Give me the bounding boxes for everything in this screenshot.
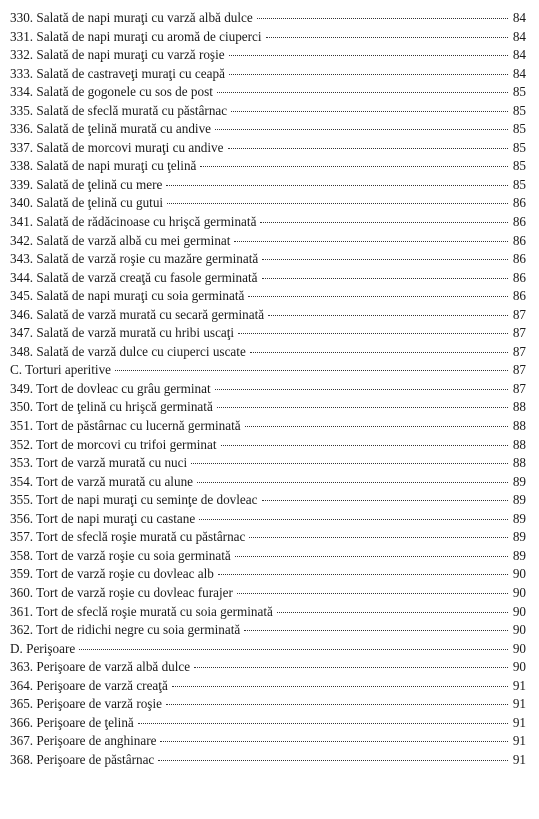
toc-entry-title: C. Torturi aperitive — [10, 362, 112, 378]
toc-entry-row — [10, 733, 526, 752]
toc-entry-row — [10, 47, 526, 66]
dot-leader — [248, 296, 508, 297]
dot-leader — [257, 18, 508, 19]
toc-entry-title: 368. Perişoare de păstârnac — [10, 751, 155, 767]
toc-entry-title: 362. Tort de ridichi negre cu soia germinată — [10, 622, 241, 638]
toc-entry-row — [10, 121, 526, 140]
toc-entry-title: 342. Salată de varză albă cu mei germinat — [10, 232, 231, 248]
dot-leader — [229, 55, 508, 56]
toc-entry-title: 359. Tort de varză roşie cu dovleac alb — [10, 566, 214, 582]
toc-entry-page-number: 89 — [510, 548, 526, 564]
dot-leader — [138, 723, 508, 724]
toc-entry — [10, 307, 526, 326]
toc-entry-page-number: 91 — [510, 752, 526, 768]
toc-entry — [10, 158, 526, 177]
toc-entry-title: 336. Salată de ţelină murată cu andive — [10, 121, 212, 137]
toc-entry-title: 348. Salată de varză dulce cu ciuperci uscate — [10, 343, 246, 359]
toc-entry-row — [10, 381, 526, 400]
dot-leader — [249, 537, 508, 538]
toc-entry-title: 345. Salată de napi muraţi cu soia germinată — [10, 288, 245, 304]
dot-leader — [166, 185, 508, 186]
toc-entry-page-number: 87 — [510, 381, 526, 397]
toc-entry — [10, 678, 526, 697]
table-of-contents — [10, 10, 526, 770]
toc-entry — [10, 344, 526, 363]
toc-entry-title: 367. Perişoare de anghinare — [10, 733, 157, 749]
toc-entry — [10, 66, 526, 85]
toc-entry-row — [10, 437, 526, 456]
toc-entry-row — [10, 307, 526, 326]
toc-entry-row — [10, 10, 526, 29]
dot-leader — [172, 686, 508, 687]
toc-entry-row — [10, 455, 526, 474]
toc-entry — [10, 362, 526, 381]
toc-entry-page-number: 86 — [510, 195, 526, 211]
toc-entry-row — [10, 103, 526, 122]
toc-entry-page-number: 84 — [510, 10, 526, 26]
toc-entry — [10, 214, 526, 233]
dot-leader — [218, 574, 508, 575]
toc-entry-row — [10, 548, 526, 567]
dot-leader — [260, 222, 508, 223]
toc-entry-row — [10, 529, 526, 548]
dot-leader — [234, 241, 508, 242]
dot-leader — [262, 278, 509, 279]
toc-entry-page-number: 86 — [510, 270, 526, 286]
dot-leader — [166, 704, 508, 705]
toc-entry-title: 337. Salată de morcovi muraţi cu andive — [10, 139, 224, 155]
toc-entry-row — [10, 622, 526, 641]
toc-entry-page-number: 84 — [510, 47, 526, 63]
toc-entry-row — [10, 566, 526, 585]
toc-entry-row — [10, 604, 526, 623]
dot-leader — [228, 148, 509, 149]
toc-entry-row — [10, 344, 526, 363]
toc-entry — [10, 103, 526, 122]
toc-entry — [10, 381, 526, 400]
toc-entry-title: 355. Tort de napi muraţi cu seminţe de dovleac — [10, 492, 258, 508]
toc-entry-title: 363. Perişoare de varză albă dulce — [10, 659, 191, 675]
dot-leader — [238, 333, 508, 334]
toc-entry-page-number: 87 — [510, 325, 526, 341]
toc-entry-row — [10, 84, 526, 103]
toc-entry — [10, 566, 526, 585]
toc-entry-title: 350. Tort de ţelină cu hrişcă germinată — [10, 399, 213, 415]
toc-entry-title: 335. Salată de sfeclă murată cu păstârnac — [10, 102, 228, 118]
toc-entry-row — [10, 641, 526, 660]
toc-entry-title: 339. Salată de ţelină cu mere — [10, 176, 163, 192]
dot-leader — [235, 556, 508, 557]
dot-leader — [231, 111, 508, 112]
toc-entry-row — [10, 696, 526, 715]
toc-entry-row — [10, 177, 526, 196]
toc-entry-title: 364. Perişoare de varză creaţă — [10, 677, 168, 693]
toc-entry-page-number: 85 — [510, 177, 526, 193]
toc-entry — [10, 474, 526, 493]
toc-entry-row — [10, 140, 526, 159]
toc-entry-page-number: 89 — [510, 511, 526, 527]
toc-entry — [10, 29, 526, 48]
toc-entry-page-number: 89 — [510, 492, 526, 508]
toc-entry-title: 351. Tort de păstârnac cu lucernă germinată — [10, 418, 241, 434]
toc-entry-title: 343. Salată de varză roşie cu mazăre germinată — [10, 251, 259, 267]
toc-entry-row — [10, 715, 526, 734]
dot-leader — [215, 389, 508, 390]
toc-entry-row — [10, 511, 526, 530]
toc-entry — [10, 752, 526, 771]
toc-entry — [10, 455, 526, 474]
toc-entry-title: 347. Salată de varză murată cu hribi uscaţi — [10, 325, 235, 341]
toc-entry-row — [10, 288, 526, 307]
toc-entry-page-number: 88 — [510, 437, 526, 453]
toc-entry — [10, 733, 526, 752]
toc-entry — [10, 604, 526, 623]
toc-entry — [10, 437, 526, 456]
toc-entry-page-number: 86 — [510, 251, 526, 267]
dot-leader — [262, 500, 509, 501]
toc-entry-title: 352. Tort de morcovi cu trifoi germinat — [10, 436, 217, 452]
toc-entry-page-number: 86 — [510, 288, 526, 304]
dot-leader — [245, 426, 508, 427]
toc-entry — [10, 659, 526, 678]
toc-entry-row — [10, 251, 526, 270]
dot-leader — [262, 259, 508, 260]
toc-entry-title: 341. Salată de rădăcinoase cu hrişcă germinată — [10, 214, 257, 230]
toc-entry-page-number: 88 — [510, 418, 526, 434]
toc-entry — [10, 47, 526, 66]
toc-entry — [10, 140, 526, 159]
toc-entry-title: 330. Salată de napi muraţi cu varză albă dulce — [10, 10, 253, 25]
toc-entry-title: 365. Perişoare de varză roşie — [10, 696, 162, 712]
toc-entry-row — [10, 233, 526, 252]
toc-entry-page-number: 90 — [510, 641, 526, 657]
toc-entry-page-number: 91 — [510, 715, 526, 731]
toc-entry-page-number: 88 — [510, 399, 526, 415]
dot-leader — [199, 519, 508, 520]
toc-entry-page-number: 87 — [510, 307, 526, 323]
toc-entry — [10, 715, 526, 734]
toc-entry — [10, 10, 526, 29]
dot-leader — [115, 370, 508, 371]
dot-leader — [244, 630, 508, 631]
toc-entry-title: 357. Tort de sfeclă roşie murată cu păstârnac — [10, 529, 246, 545]
toc-entry-page-number: 87 — [510, 362, 526, 378]
toc-entry-row — [10, 474, 526, 493]
dot-leader — [160, 741, 508, 742]
toc-entry-title: 340. Salată de ţelină cu gutui — [10, 195, 164, 211]
toc-entry — [10, 270, 526, 289]
toc-entry — [10, 84, 526, 103]
dot-leader — [200, 166, 508, 167]
toc-entry-row — [10, 362, 526, 381]
dot-leader — [158, 760, 508, 761]
toc-entry — [10, 233, 526, 252]
toc-entry-page-number: 85 — [510, 158, 526, 174]
toc-entry-row — [10, 270, 526, 289]
toc-entry-page-number: 88 — [510, 455, 526, 471]
dot-leader — [194, 667, 508, 668]
toc-entry — [10, 585, 526, 604]
dot-leader — [215, 129, 508, 130]
toc-entry — [10, 121, 526, 140]
toc-entry-row — [10, 585, 526, 604]
toc-entry-page-number: 91 — [510, 696, 526, 712]
toc-entry-page-number: 90 — [510, 585, 526, 601]
toc-entry-page-number: 90 — [510, 659, 526, 675]
dot-leader — [250, 352, 508, 353]
toc-entry-row — [10, 214, 526, 233]
dot-leader — [237, 593, 508, 594]
dot-leader — [217, 407, 508, 408]
dot-leader — [266, 37, 508, 38]
dot-leader — [221, 445, 509, 446]
dot-leader — [79, 649, 508, 650]
toc-entry — [10, 251, 526, 270]
toc-entry — [10, 288, 526, 307]
toc-entry — [10, 696, 526, 715]
toc-entry — [10, 622, 526, 641]
toc-entry-page-number: 84 — [510, 29, 526, 45]
toc-entry — [10, 529, 526, 548]
toc-entry-title: 354. Tort de varză murată cu alune — [10, 473, 194, 489]
dot-leader — [229, 74, 508, 75]
toc-entry-title: 361. Tort de sfeclă roşie murată cu soia germinată — [10, 603, 273, 619]
toc-entry — [10, 195, 526, 214]
toc-entry-title: 349. Tort de dovleac cu grâu germinat — [10, 380, 211, 396]
toc-entry-page-number: 89 — [510, 474, 526, 490]
toc-entry-row — [10, 29, 526, 48]
toc-entry — [10, 418, 526, 437]
toc-entry-page-number: 91 — [510, 733, 526, 749]
toc-entry-row — [10, 158, 526, 177]
toc-entry-row — [10, 659, 526, 678]
toc-entry — [10, 511, 526, 530]
toc-entry-title: 360. Tort de varză roşie cu dovleac furajer — [10, 584, 233, 600]
toc-entry-title: 344. Salată de varză creaţă cu fasole germinată — [10, 269, 258, 285]
toc-entry-title: D. Perişoare — [10, 640, 76, 656]
toc-entry-page-number: 85 — [510, 103, 526, 119]
toc-entry-title: 334. Salată de gogonele cu sos de post — [10, 84, 213, 100]
toc-entry-page-number: 90 — [510, 604, 526, 620]
toc-entry-page-number: 86 — [510, 233, 526, 249]
toc-entry — [10, 399, 526, 418]
dot-leader — [277, 612, 508, 613]
dot-leader — [268, 315, 508, 316]
toc-entry-title: 356. Tort de napi muraţi cu castane — [10, 510, 196, 526]
toc-entry — [10, 492, 526, 511]
toc-entry-title: 346. Salată de varză murată cu secară germinată — [10, 306, 265, 322]
toc-entry-row — [10, 195, 526, 214]
toc-entry-row — [10, 399, 526, 418]
toc-entry-title: 366. Perişoare de ţelină — [10, 714, 134, 730]
toc-entry-page-number: 85 — [510, 121, 526, 137]
toc-entry-row — [10, 678, 526, 697]
toc-entry-page-number: 86 — [510, 214, 526, 230]
dot-leader — [191, 463, 508, 464]
dot-leader — [217, 92, 508, 93]
toc-entry-title: 333. Salată de castraveţi muraţi cu ceapă — [10, 65, 225, 81]
toc-entry-row — [10, 325, 526, 344]
toc-entry-page-number: 90 — [510, 566, 526, 582]
toc-entry — [10, 325, 526, 344]
toc-entry — [10, 177, 526, 196]
toc-entry-row — [10, 492, 526, 511]
toc-entry-row — [10, 752, 526, 771]
toc-entry-page-number: 91 — [510, 678, 526, 694]
toc-entry-page-number: 85 — [510, 140, 526, 156]
dot-leader — [167, 203, 508, 204]
toc-entry-row — [10, 66, 526, 85]
toc-entry-title: 353. Tort de varză murată cu nuci — [10, 455, 188, 471]
toc-entry-title: 332. Salată de napi muraţi cu varză roşie — [10, 47, 225, 63]
toc-entry-title: 338. Salată de napi muraţi cu ţelină — [10, 158, 197, 174]
toc-entry-title: 358. Tort de varză roşie cu soia germinată — [10, 547, 231, 563]
toc-entry — [10, 641, 526, 660]
toc-entry-page-number: 89 — [510, 529, 526, 545]
toc-entry-title: 331. Salată de napi muraţi cu aromă de ciuperci — [10, 28, 262, 44]
toc-entry-page-number: 84 — [510, 66, 526, 82]
toc-entry-page-number: 87 — [510, 344, 526, 360]
toc-entry-row — [10, 418, 526, 437]
dot-leader — [197, 482, 508, 483]
toc-entry — [10, 548, 526, 567]
toc-entry-page-number: 90 — [510, 622, 526, 638]
toc-entry-page-number: 85 — [510, 84, 526, 100]
